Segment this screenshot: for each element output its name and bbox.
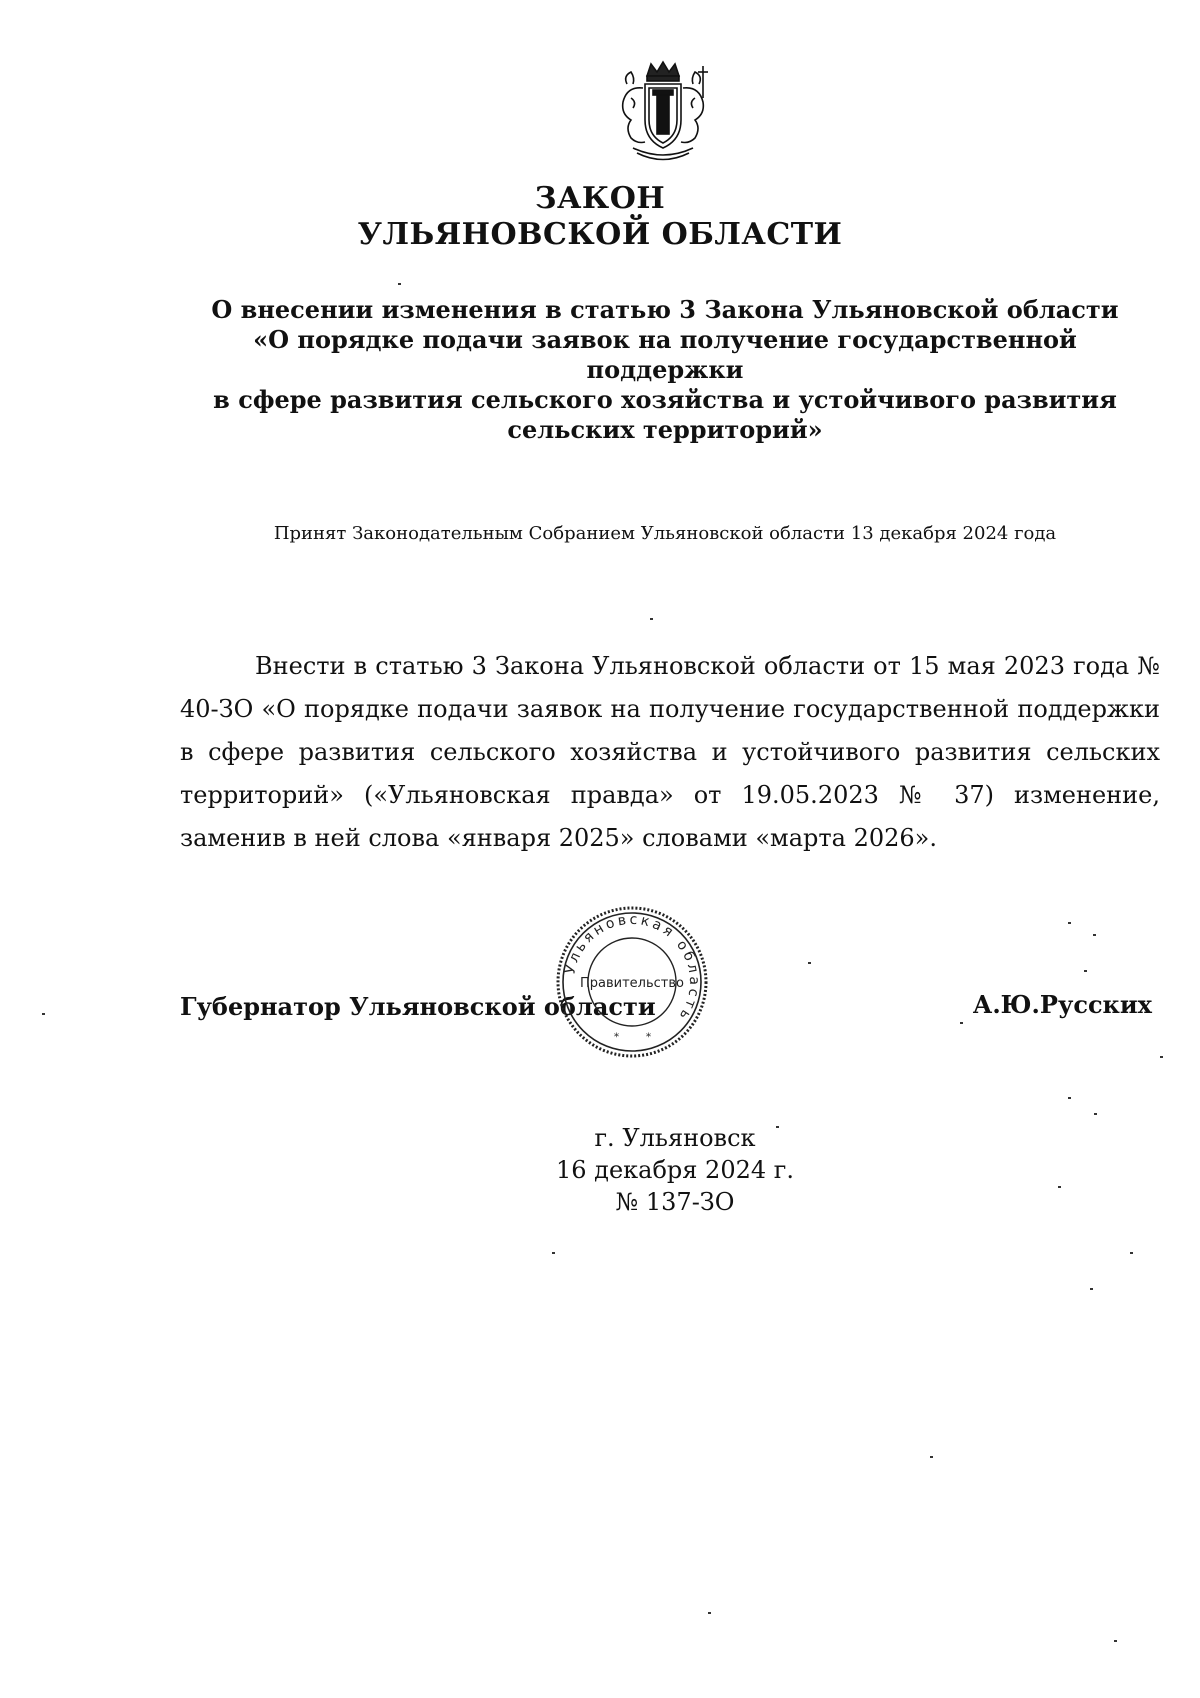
seal-center-text: Правительство <box>580 976 684 991</box>
law-body-text: Внести в статью 3 Закона Ульяновской области от 15 мая 2023 года № 40-ЗО «О порядке подачи заявок на получение государственной поддержки в сфере развития сельского хозяйства и устойчивого развития сельских территорий» («Ульяновская правда» от 19.05.2023 № 37) изменение, заменив в ней слова «января 2025» словами «марта 2026». <box>180 652 1160 852</box>
svg-text:Ульяновская область <box>562 912 702 1025</box>
coat-of-arms-icon <box>603 58 723 163</box>
scan-speck <box>930 1456 933 1458</box>
signing-date: 16 декабря 2024 г. <box>556 1156 794 1184</box>
scan-speck <box>42 1013 45 1015</box>
scan-speck <box>960 1022 963 1024</box>
law-body-paragraph <box>180 645 1160 860</box>
scan-speck <box>398 283 401 285</box>
scan-speck <box>1114 1640 1117 1642</box>
scan-speck <box>1160 1056 1163 1058</box>
seal-star-icon: * <box>614 1032 619 1043</box>
scan-speck <box>1130 1252 1133 1254</box>
scan-speck <box>1090 1288 1093 1290</box>
scan-speck <box>1094 1113 1097 1115</box>
scan-speck <box>650 618 653 620</box>
scan-speck <box>1068 1097 1071 1099</box>
law-subject-line: «О порядке подачи заявок на получение государственной поддержки <box>253 325 1077 384</box>
scan-speck <box>1093 934 1096 936</box>
seal-ring-text: Ульяновская область <box>562 911 703 1025</box>
law-number: № 137-ЗО <box>615 1188 735 1216</box>
scan-speck <box>776 1126 779 1128</box>
governor-name: А.Ю.Русских <box>972 990 1152 1019</box>
governor-title: Губернатор Ульяновской области <box>180 992 656 1021</box>
scan-speck <box>1058 1186 1061 1188</box>
official-seal-icon <box>552 902 712 1062</box>
scan-speck <box>808 962 811 964</box>
law-subject-line: О внесении изменения в статью 3 Закона Ульяновской области <box>211 295 1119 324</box>
scan-speck <box>708 1612 711 1614</box>
seal-star-icon: * <box>646 1032 651 1043</box>
adoption-note: Принят Законодательным Собранием Ульяновской области 13 декабря 2024 года <box>273 523 1057 544</box>
law-subject-line: в сфере развития сельского хозяйства и устойчивого развития <box>213 385 1117 414</box>
region-title: УЛЬЯНОВСКОЙ ОБЛАСТИ <box>357 217 843 252</box>
law-subject-line: сельских территорий» <box>507 415 823 444</box>
scan-speck <box>1084 970 1087 972</box>
law-subject <box>200 295 1130 445</box>
document-type-title: ЗАКОН <box>534 181 666 216</box>
signing-city: г. Ульяновск <box>594 1124 756 1152</box>
scan-speck <box>1068 922 1071 924</box>
scan-speck <box>552 1252 555 1254</box>
